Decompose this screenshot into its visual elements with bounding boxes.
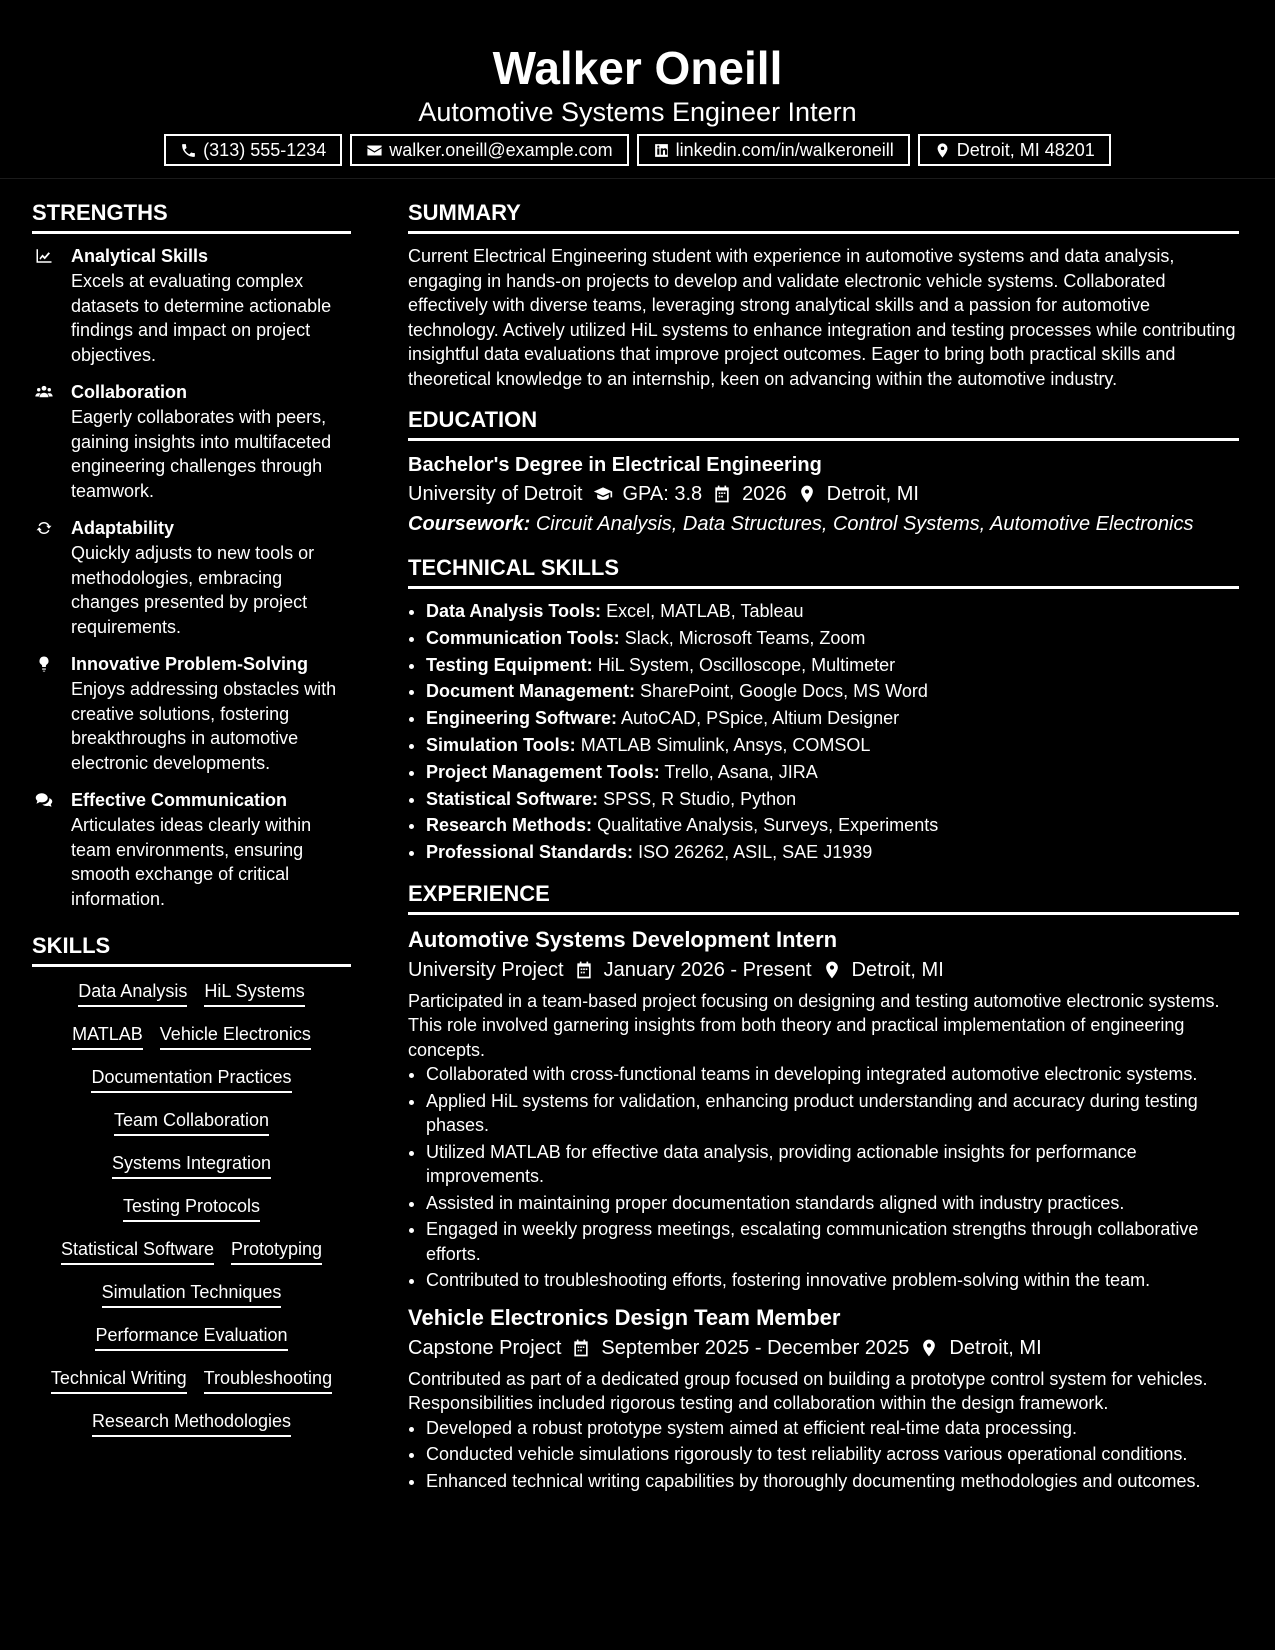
list-item: • Assisted in maintaining proper documentation standards aligned with industry practices. bbox=[426, 1191, 1239, 1216]
list-item: • Collaborated with cross-functional teams in developing integrated automotive electronic systems. bbox=[426, 1062, 1239, 1087]
skill-category: Testing Equipment: bbox=[426, 654, 593, 675]
contact-bar bbox=[0, 134, 1275, 166]
job-org: University Project bbox=[408, 958, 564, 981]
coursework-list: Circuit Analysis, Data Structures, Control Systems, Automotive Electronics bbox=[535, 513, 1194, 535]
strength-title: Analytical Skills bbox=[71, 246, 209, 266]
sync-icon bbox=[34, 519, 54, 537]
resume-header bbox=[0, 0, 1275, 179]
skill-tag: Performance Evaluation bbox=[95, 1323, 287, 1351]
skill-tag: Team Collaboration bbox=[114, 1108, 269, 1136]
job-location: Detroit, MI bbox=[851, 958, 944, 981]
list-item bbox=[426, 706, 1239, 731]
comments-icon bbox=[34, 791, 54, 809]
map-marker-icon bbox=[919, 1338, 939, 1358]
calendar-icon bbox=[571, 1338, 591, 1358]
list-item bbox=[426, 813, 1239, 838]
summary-text: Current Electrical Engineering student with experience in automotive systems and data analysis, engaging in hands-on projects to develop and validate electronic vehicle systems. Collaborated effectively with diverse teams, leveraging strong analytical skills and a passion for automotive technology. Actively utilized HiL systems to enhance integration and testing processes while contributing insightful data evaluations that improve project outcomes. Eager to bring both practical skills and theoretical knowledge to an internship, keen on advancing within the automotive industry. bbox=[408, 246, 1236, 389]
map-marker-icon bbox=[934, 142, 951, 159]
envelope-icon bbox=[366, 142, 383, 159]
lightbulb-icon bbox=[34, 655, 54, 673]
list-item: • Enhanced technical writing capabilities by thoroughly documenting methodologies and outcomes. bbox=[426, 1469, 1239, 1494]
skill-values: MATLAB Simulink, Ansys, COMSOL bbox=[580, 734, 871, 755]
skill-tag: Data Analysis bbox=[78, 979, 187, 1007]
skill-tag: HiL Systems bbox=[204, 979, 304, 1007]
education-meta bbox=[408, 479, 1239, 509]
skill-category: Data Analysis Tools: bbox=[426, 601, 602, 621]
skill-values: Trello, Asana, JIRA bbox=[664, 761, 818, 782]
skill-tag: Technical Writing bbox=[51, 1366, 187, 1394]
job-title: Vehicle Electronics Design Team Member bbox=[408, 1304, 841, 1330]
map-marker-icon bbox=[797, 484, 817, 504]
contact-email-text: walker.oneill@example.com bbox=[389, 139, 613, 160]
job-dates: September 2025 - December 2025 bbox=[601, 1336, 910, 1359]
list-item bbox=[426, 840, 1239, 865]
candidate-name: Walker Oneill bbox=[492, 42, 783, 94]
skill-values: Qualitative Analysis, Surveys, Experiments bbox=[597, 815, 939, 836]
skills-list bbox=[32, 977, 351, 1437]
coursework bbox=[408, 509, 1239, 539]
experience-heading: EXPERIENCE bbox=[408, 879, 1239, 915]
contact-email[interactable] bbox=[350, 134, 628, 166]
skill-tag: Statistical Software bbox=[61, 1237, 214, 1265]
skill-category: Document Management: bbox=[426, 681, 636, 702]
skill-category: Communication Tools: bbox=[426, 627, 620, 648]
skill-tag: Simulation Techniques bbox=[102, 1280, 282, 1308]
list-item bbox=[426, 653, 1239, 678]
skill-tag: Documentation Practices bbox=[91, 1065, 291, 1093]
skill-category: Simulation Tools: bbox=[426, 734, 576, 755]
job-location: Detroit, MI bbox=[949, 1336, 1042, 1359]
list-item bbox=[426, 760, 1239, 785]
contact-linkedin-text: linkedin.com/in/walkeroneill bbox=[675, 139, 894, 160]
skill-category: Statistical Software: bbox=[426, 788, 599, 809]
skill-tag: Troubleshooting bbox=[204, 1366, 332, 1394]
job-meta bbox=[408, 1333, 1239, 1363]
list-item: • Conducted vehicle simulations rigorously to test reliability across various operational conditions. bbox=[426, 1442, 1239, 1467]
list-item bbox=[426, 733, 1239, 758]
skill-tag: Research Methodologies bbox=[92, 1409, 291, 1437]
list-item bbox=[426, 599, 1239, 624]
skill-values: SharePoint, Google Docs, MS Word bbox=[640, 681, 928, 702]
skill-values: ISO 26262, ASIL, SAE J1939 bbox=[638, 842, 873, 863]
list-item bbox=[426, 787, 1239, 812]
skill-tag: Prototyping bbox=[231, 1237, 322, 1265]
list-item: • Developed a robust prototype system aimed at efficient real-time data processing. bbox=[426, 1416, 1239, 1441]
education-heading: EDUCATION bbox=[408, 405, 1239, 441]
skill-values: HiL System, Oscilloscope, Multimeter bbox=[597, 654, 896, 675]
skill-values: SPSS, R Studio, Python bbox=[603, 788, 797, 809]
job-entry bbox=[408, 1303, 1239, 1494]
contact-location bbox=[918, 134, 1111, 166]
contact-linkedin[interactable] bbox=[637, 134, 910, 166]
graduation-year: 2026 bbox=[742, 483, 787, 505]
contact-location-text: Detroit, MI 48201 bbox=[956, 139, 1095, 160]
skill-values: Excel, MATLAB, Tableau bbox=[606, 601, 804, 621]
list-item: • Contributed to troubleshooting efforts, fostering innovative problem-solving within the team. bbox=[426, 1268, 1239, 1293]
technical-skills-list bbox=[408, 599, 1239, 865]
list-item bbox=[426, 626, 1239, 651]
skill-tag: Vehicle Electronics bbox=[160, 1022, 311, 1050]
map-marker-icon bbox=[822, 960, 842, 980]
strength-desc: Articulates ideas clearly within team environments, ensuring smooth exchange of critical information. bbox=[71, 815, 312, 909]
strength-desc: Enjoys addressing obstacles with creative solutions, fostering breakthroughs in automotive electronic developments. bbox=[71, 679, 337, 773]
right-column bbox=[408, 198, 1239, 1503]
strengths-heading: STRENGTHS bbox=[32, 198, 351, 234]
list-item: • Utilized MATLAB for effective data analysis, providing actionable insights for performance improvements. bbox=[426, 1140, 1239, 1189]
linkedin-icon bbox=[653, 142, 670, 159]
list-item: • Applied HiL systems for validation, enhancing product understanding and accuracy during testing phases. bbox=[426, 1089, 1239, 1138]
coursework-label: Coursework: bbox=[408, 513, 531, 535]
skill-category: Project Management Tools: bbox=[426, 761, 660, 782]
skill-category: Professional Standards: bbox=[426, 842, 634, 863]
skill-tag: MATLAB bbox=[72, 1022, 143, 1050]
strength-item bbox=[32, 788, 351, 911]
strength-title: Innovative Problem-Solving bbox=[71, 654, 309, 674]
degree-title: Bachelor's Degree in Electrical Engineering bbox=[408, 454, 822, 476]
job-bullets bbox=[408, 1416, 1239, 1494]
job-entry bbox=[408, 925, 1239, 1293]
skill-tag: Testing Protocols bbox=[123, 1194, 260, 1222]
left-column bbox=[32, 198, 351, 1437]
strength-item bbox=[32, 244, 351, 367]
skill-values: AutoCAD, PSpice, Altium Designer bbox=[621, 708, 900, 729]
list-item bbox=[426, 679, 1239, 704]
graduation-cap-icon bbox=[593, 484, 613, 504]
technical-skills-heading: TECHNICAL SKILLS bbox=[408, 553, 1239, 589]
job-description: Contributed as part of a dedicated group focused on building a prototype control system for vehicles. Responsibilities included rigorous testing and collaboration within the design framework. bbox=[408, 1368, 1208, 1414]
strength-title: Effective Communication bbox=[71, 790, 288, 810]
job-title: Automotive Systems Development Intern bbox=[408, 926, 838, 952]
strength-desc: Quickly adjusts to new tools or methodologies, embracing changes presented by project requirements. bbox=[71, 543, 315, 637]
users-icon bbox=[34, 383, 54, 401]
job-description: Participated in a team-based project focusing on designing and testing automotive electronic systems. This role involved garnering insights from both theory and practical implementation of engineering concepts. bbox=[408, 990, 1220, 1060]
candidate-title: Automotive Systems Engineer Intern bbox=[418, 97, 857, 127]
skills-heading: SKILLS bbox=[32, 931, 351, 967]
job-bullets bbox=[408, 1062, 1239, 1293]
strength-desc: Excels at evaluating complex datasets to determine actionable findings and impact on project objectives. bbox=[71, 271, 332, 365]
calendar-icon bbox=[712, 484, 732, 504]
skill-values: Slack, Microsoft Teams, Zoom bbox=[624, 627, 866, 648]
strength-item bbox=[32, 516, 351, 639]
strength-item bbox=[32, 380, 351, 503]
job-org: Capstone Project bbox=[408, 1336, 562, 1359]
education-location: Detroit, MI bbox=[826, 483, 919, 505]
calendar-icon bbox=[574, 960, 594, 980]
strength-title: Collaboration bbox=[71, 382, 187, 402]
chart-line-icon bbox=[34, 247, 54, 265]
skill-tag: Systems Integration bbox=[112, 1151, 271, 1179]
summary-heading: SUMMARY bbox=[408, 198, 1239, 234]
contact-phone-text: (313) 555-1234 bbox=[203, 139, 327, 160]
skill-category: Research Methods: bbox=[426, 815, 593, 836]
skill-category: Engineering Software: bbox=[426, 708, 618, 729]
school-name: University of Detroit bbox=[408, 483, 583, 505]
contact-phone bbox=[164, 134, 342, 166]
strength-desc: Eagerly collaborates with peers, gaining insights into multifaceted engineering challenges through teamwork. bbox=[71, 407, 332, 501]
strength-title: Adaptability bbox=[71, 518, 175, 538]
strength-item bbox=[32, 652, 351, 775]
list-item: • Engaged in weekly progress meetings, escalating communication strengths through collaborative efforts. bbox=[426, 1217, 1239, 1266]
job-meta bbox=[408, 955, 1239, 985]
gpa: GPA: 3.8 bbox=[622, 483, 703, 505]
phone-icon bbox=[180, 142, 197, 159]
job-dates: January 2026 - Present bbox=[603, 958, 812, 981]
